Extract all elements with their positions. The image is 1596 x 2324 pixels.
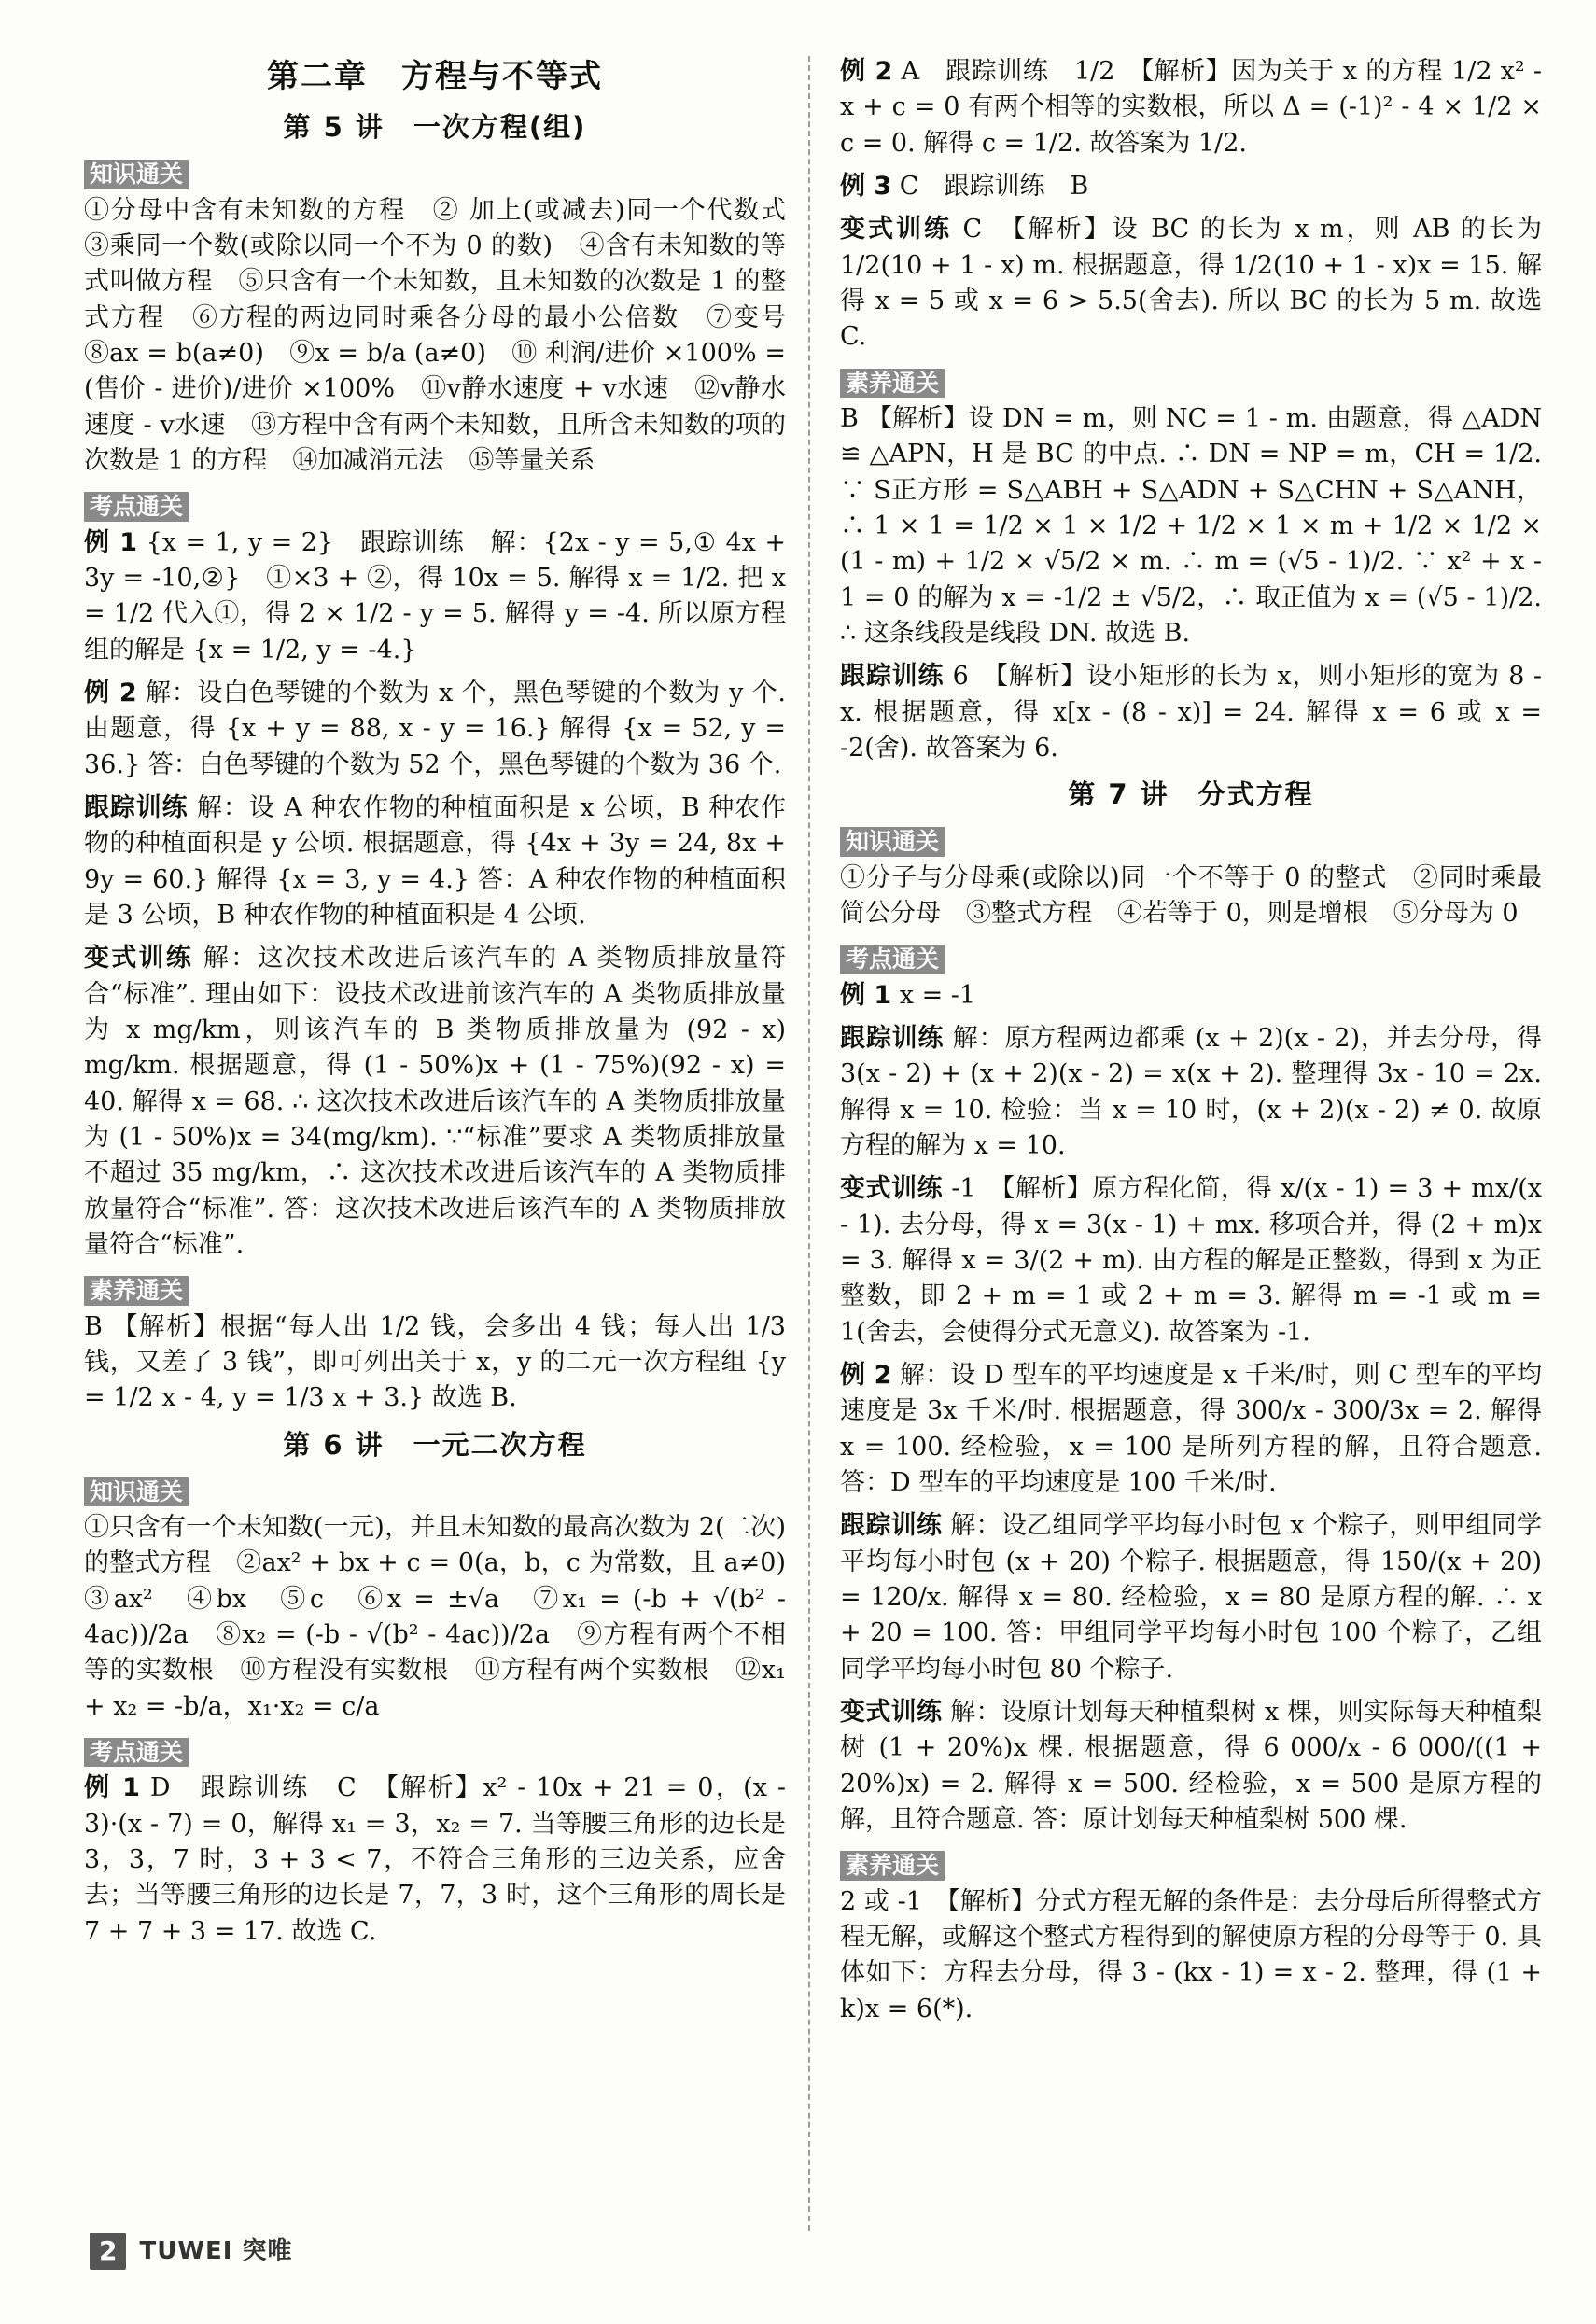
tracking-text: 解：设乙组同学平均每小时包 x 个粽子，则甲组同学平均每小时包 (x + 20) 个粽子. 根据题意，得 150/(x + 20) = 120/x. 解得 x = 80. 经检验，x = 80 是原方程的解. ∴ x + 20 = 100. 答：甲组同学平均每小时包 100 个粽子，乙组同学平均每小时包 80 个粽子. bbox=[840, 1511, 1542, 1684]
right-column bbox=[840, 54, 1542, 2035]
lesson-6-example-1 bbox=[84, 1771, 786, 1950]
tracking-label: 跟踪训练 bbox=[840, 1024, 945, 1054]
lesson-6-variant bbox=[840, 212, 1542, 355]
example-label: 例 1 bbox=[840, 980, 892, 1010]
section-tag-kaodian: 考点通关 bbox=[84, 492, 189, 521]
variant-label: 变式训练 bbox=[84, 944, 194, 973]
section-tag-zhishi: 知识通关 bbox=[840, 827, 945, 856]
tracking-label: 跟踪训练 bbox=[840, 1511, 943, 1541]
lesson-7-example-1 bbox=[840, 978, 1542, 1014]
lesson-7-tracking-1 bbox=[840, 1021, 1542, 1164]
lesson-7-suyang: 2 或 -1 【解析】分式方程无解的条件是：去分母后所得整式方程无解，或解这个整式方程得到的解使原方程的分母等于 0. 具体如下：方程去分母，得 3 - (kx - 1) = x - 2. 整理，得 (1 + k)x = 6(*). bbox=[840, 1886, 1542, 2023]
lesson-5-knowledge: ①分母中含有未知数的方程 ② 加上(或减去)同一个代数式 ③乘同一个数(或除以同一个不为 0 的数) ④含有未知数的等式叫做方程 ⑤只含有一个未知数，且未知数的次数是 1 的整式方程 ⑥方程的两边同时乘各分母的最小公倍数 ⑦变号 ⑧ax = b(a≠0) ⑨x = b/a (a≠0) ⑩ 利润/进价 ×100% = (售价 - 进价)/进价 ×100% ⑪v静水速度 + v水速 ⑫v静水速度 - v水速 ⑬方程中含有两个未知数，且所含未知数的项的次数是 1 的方程 ⑭加减消元法 ⑮等量关系 bbox=[84, 195, 811, 476]
section-tag-suyang: 素养通关 bbox=[84, 1276, 189, 1305]
example-text: 解：设 D 型车的平均速度是 x 千米/时，则 C 型车的平均速度是 3x 千米/时. 根据题意，得 300/x - 300/3x = 2. 解得 x = 100. 经检验，x = 100 是所列方程的解，且符合题意. 答：D 型车的平均速度是 100 千米/时. bbox=[840, 1361, 1543, 1497]
example-label: 例 2 bbox=[840, 1361, 892, 1390]
example-text: A 跟踪训练 1/2 【解析】因为关于 x 的方程 1/2 x² - x + c = 0 有两个相等的实数根，所以 Δ = (-1)² - 4 × 1/2 × c = 0. 解得 c = 1/2. 故答案为 1/2. bbox=[840, 57, 1543, 158]
example-text: 解：设白色琴键的个数为 x 个，黑色琴键的个数为 y 个. 由题意，得 {x + y = 88, x - y = 16.} 解得 {x = 52, y = 36.} 答：白色琴键的个数为 52 个，黑色琴键的个数为 36 个. bbox=[84, 679, 786, 779]
section-tag-suyang: 素养通关 bbox=[840, 369, 945, 398]
variant-label: 变式训练 bbox=[840, 1697, 943, 1727]
tracking-text: 6 【解析】设小矩形的长为 x，则小矩形的宽为 8 - x. 根据题意，得 x[x - (8 - x)] = 24. 解得 x = 6 或 x = -2(舍). 故答案为 6. bbox=[840, 662, 1542, 763]
lesson-6-example-2 bbox=[840, 54, 1542, 161]
tracking-label: 跟踪训练 bbox=[84, 793, 189, 823]
example-label: 例 2 bbox=[84, 679, 137, 708]
lesson-7-variant-1 bbox=[840, 1171, 1542, 1351]
example-label: 例 2 bbox=[840, 57, 893, 86]
lesson-5-suyang: B 【解析】根据“每人出 1/2 钱，会多出 4 钱；每人出 1/3 钱，又差了 3 钱”，即可列出关于 x，y 的二元一次方程组 {y = 1/2 x - 4, y = 1/3 x + 3.} 故选 B. bbox=[84, 1311, 786, 1413]
lesson-6-suyang-tracking bbox=[840, 659, 1542, 766]
lesson-7-variant-2 bbox=[840, 1695, 1542, 1838]
example-text: x = -1 bbox=[899, 980, 976, 1010]
variant-text: 解：设原计划每天种植梨树 x 棵，则实际每天种植梨树 (1 + 20%)x 棵. 根据题意，得 6 000/x - 6 000/((1 + 20%)x) = 2. 解得 x = 500. 经检验，x = 500 是原方程的解，且符合题意. 答：原计划每天种植梨树 500 棵. bbox=[840, 1697, 1542, 1834]
lesson-5-example-1 bbox=[84, 525, 786, 668]
lesson-6-example-3 bbox=[840, 169, 1542, 204]
lesson-5-tracking bbox=[84, 791, 786, 933]
tracking-label: 跟踪训练 bbox=[840, 662, 945, 692]
lesson-6-knowledge: ①只含有一个未知数(一元)，并且未知数的最高次数为 2(二次)的整式方程 ②ax² + bx + c = 0(a，b，c 为常数，且 a≠0) ③ax² ④bx ⑤c ⑥x = ±√a ⑦x₁ = (-b + √(b² - 4ac))/2a ⑧x₂ = (-b - √(b² - 4ac))/2a ⑨方程有两个不相等的实数根 ⑩方程没有实数根 ⑪方程有两个实数根 ⑫x₁ + x₂ = -b/a，x₁·x₂ = c/a bbox=[84, 1513, 811, 1721]
example-text: {x = 1, y = 2} 跟踪训练 解：{2x - y = 5,① 4x + 3y = -10,②} ①×3 + ②，得 10x = 5. 解得 x = 1/2. 把 x = 1/2 代入①，得 2 × 1/2 - y = 5. 解得 y = -4. 所以原方程组的解是 {x = 1/2, y = -4.} bbox=[84, 527, 786, 665]
variant-text: -1 【解析】原方程化简，得 x/(x - 1) = 3 + mx/(x - 1). 去分母，得 x = 3(x - 1) + mx. 移项合并，得 (2 + m)x = 3. 解得 x = 3/(2 + m). 由方程的解是正整数，得到 x 为正整数，即 2 + m = 1 或 2 + m = 3. 解得 m = -1 或 m = 1(舍去，会使得分式无意义). 故答案为 -1. bbox=[840, 1174, 1542, 1347]
tracking-text: 解：原方程两边都乘 (x + 2)(x - 2)，并去分母，得 3(x - 2) + (x + 2)(x - 2) = x(x + 2). 整理得 3x - 10 = 2x. 解得 x = 10. 检验：当 x = 10 时，(x + 2)(x - 2) ≠ 0. 故原方程的解为 x = 10. bbox=[840, 1024, 1542, 1161]
page-number: 2 bbox=[90, 2233, 126, 2270]
lesson-7-title: 第 7 讲 分式方程 bbox=[1068, 778, 1314, 811]
chapter-title: 第二章 方程与不等式 bbox=[267, 58, 603, 95]
section-tag-zhishi: 知识通关 bbox=[84, 1477, 189, 1506]
section-tag-suyang: 素养通关 bbox=[840, 1851, 945, 1880]
example-text: D 跟踪训练 C 【解析】x² - 10x + 21 = 0，(x - 3)·(x - 7) = 0，解得 x₁ = 3，x₂ = 7. 当等腰三角形的边长是 3，3，7 时，3 + 3 < 7，不符合三角形的三边关系，应舍去；当等腰三角形的边长是 7，7，3 时，这个三角形的周长是 7 + 7 + 3 = 17. 故选 C. bbox=[84, 1773, 787, 1946]
page-footer bbox=[90, 2233, 293, 2270]
lesson-5-title: 第 5 讲 一次方程(组) bbox=[283, 111, 587, 144]
example-label: 例 1 bbox=[84, 527, 138, 557]
section-tag-zhishi: 知识通关 bbox=[84, 160, 189, 189]
lesson-5-variant bbox=[84, 941, 786, 1263]
example-label: 例 1 bbox=[84, 1773, 140, 1803]
left-column bbox=[84, 54, 811, 1957]
lesson-7-knowledge: ①分子与分母乘(或除以)同一个不等于 0 的整式 ②同时乘最简公分母 ③整式方程 ④若等于 0，则是增根 ⑤分母为 0 bbox=[840, 862, 1542, 929]
example-label: 例 3 bbox=[840, 171, 892, 201]
column-divider bbox=[808, 56, 810, 2231]
lesson-6-suyang: B 【解析】设 DN = m，则 NC = 1 - m. 由题意，得 △ADN ≌ △APN，H 是 BC 的中点. ∴ DN = NP = m，CH = 1/2. ∵ S正方形 = S△ABH + S△ADN + S△CHN + S△ANH，∴ 1 × 1 = 1/2 × 1 × 1/2 + 1/2 × 1 × m + 1/2 × 1/2 × (1 - m) + 1/2 × √5/2 × m. ∴ m = (√5 - 1)/2. ∵ x² + x - 1 = 0 的解为 x = -1/2 ± √5/2，∴ 取正值为 x = (√5 - 1)/2. ∴ 这条线段是线段 DN. 故选 B. bbox=[840, 403, 1542, 648]
example-text: C 跟踪训练 B bbox=[899, 171, 1089, 201]
lesson-6-title: 第 6 讲 一元二次方程 bbox=[283, 1428, 587, 1461]
section-tag-kaodian: 考点通关 bbox=[840, 945, 945, 973]
lesson-7-example-2 bbox=[840, 1358, 1542, 1501]
lesson-7-tracking-2 bbox=[840, 1508, 1542, 1687]
variant-label: 变式训练 bbox=[840, 215, 952, 245]
variant-text: 解：这次技术改进后该汽车的 A 类物质排放量符合“标准”. 理由如下：设技术改进前该汽车的 A 类物质排放量为 x mg/km，则该汽车的 B 类物质排放量为 (92 - x) mg/km. 根据题意，得 (1 - 50%)x + (1 - 75%)(92 - x) = 40. 解得 x = 68. ∴ 这次技术改进后该汽车的 A 类物质排放量为 (1 - 50%)x = 34(mg/km). ∵“标准”要求 A 类物质排放量不超过 35 mg/km，∴ 这次技术改进后该汽车的 A 类物质排放量符合“标准”. 答：这次技术改进后该汽车的 A 类物质排放量符合“标准”. bbox=[84, 944, 786, 1259]
brand-logo: TUWEI 突唯 bbox=[139, 2236, 293, 2265]
lesson-5-example-2 bbox=[84, 676, 786, 783]
variant-text: C 【解析】设 BC 的长为 x m，则 AB 的长为 1/2(10 + 1 - x) m. 根据题意，得 1/2(10 + 1 - x)x = 15. 解得 x = 5 或 x = 6 > 5.5(舍去). 所以 BC 的长为 5 m. 故选 C. bbox=[840, 215, 1542, 352]
variant-label: 变式训练 bbox=[840, 1174, 944, 1204]
section-tag-kaodian: 考点通关 bbox=[84, 1738, 189, 1767]
tracking-text: 解：设 A 种农作物的种植面积是 x 公顷，B 种农作物的种植面积是 y 公顷. 根据题意，得 {4x + 3y = 24, 8x + 9y = 60.} 解得 {x = 3, y = 4.} 答：A 种农作物的种植面积是 3 公顷，B 种农作物的种植面积是 4 公顷. bbox=[84, 793, 786, 930]
